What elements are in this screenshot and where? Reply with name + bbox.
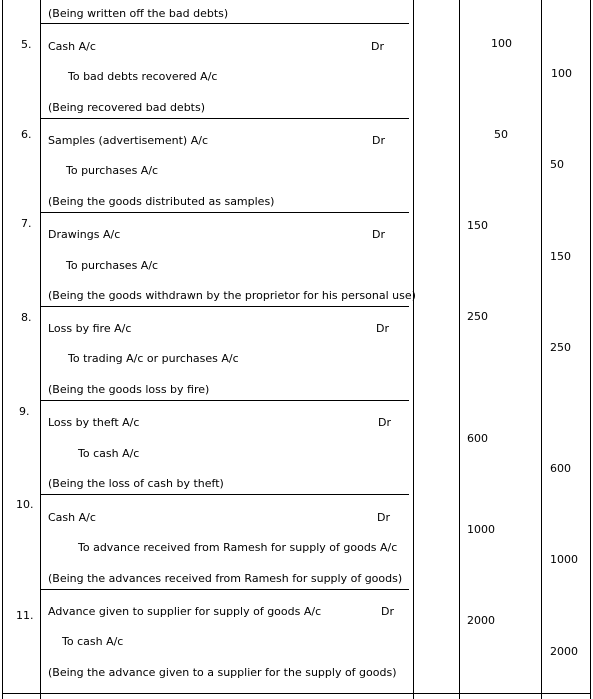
credit-amount: 2000 [550, 645, 578, 658]
narration-text: (Being the goods loss by fire) [48, 383, 210, 396]
credit-account: To purchases A/c [66, 164, 159, 177]
dr-marker: Dr [372, 134, 385, 147]
debit-amount: 1000 [467, 523, 495, 536]
entry-number: 8. [21, 311, 32, 324]
credit-amount: 250 [550, 341, 571, 354]
column-divider-lf [413, 0, 414, 699]
entry-separator [40, 306, 409, 307]
credit-account: To purchases A/c [66, 259, 159, 272]
narration-text: (Being written off the bad debts) [48, 7, 229, 20]
narration-text: (Being the goods distributed as samples) [48, 195, 275, 208]
entry-number: 7. [21, 217, 32, 230]
credit-amount: 150 [550, 250, 571, 263]
debit-amount: 600 [467, 432, 488, 445]
entry-number: 10. [16, 498, 34, 511]
debit-amount: 100 [491, 37, 512, 50]
entry-separator [40, 400, 409, 401]
credit-account: To cash A/c [78, 447, 140, 460]
dr-marker: Dr [371, 40, 384, 53]
dr-marker: Dr [381, 605, 394, 618]
debit-amount: 2000 [467, 614, 495, 627]
narration-text: (Being the advances received from Ramesh for supply of goods) [48, 572, 403, 585]
debit-account: Cash A/c [48, 511, 96, 524]
entry-separator [40, 589, 409, 590]
credit-amount: 100 [551, 67, 572, 80]
column-divider-debit [459, 0, 460, 699]
debit-account: Cash A/c [48, 40, 96, 53]
credit-amount: 600 [550, 462, 571, 475]
table-border-right [590, 0, 591, 699]
credit-account: To cash A/c [62, 635, 124, 648]
debit-amount: 50 [494, 128, 508, 141]
debit-account: Advance given to supplier for supply of goods A/c [48, 605, 322, 618]
debit-account: Samples (advertisement) A/c [48, 134, 208, 147]
credit-account: To trading A/c or purchases A/c [68, 352, 239, 365]
narration-text: (Being recovered bad debts) [48, 101, 206, 114]
debit-account: Loss by theft A/c [48, 416, 140, 429]
credit-amount: 50 [550, 158, 564, 171]
credit-amount: 1000 [550, 553, 578, 566]
entry-number: 6. [21, 128, 32, 141]
dr-marker: Dr [376, 322, 389, 335]
narration-text: (Being the loss of cash by theft) [48, 477, 224, 490]
table-border-left [2, 0, 3, 699]
credit-account: To bad debts recovered A/c [68, 70, 218, 83]
credit-account: To advance received from Ramesh for supply of goods A/c [78, 541, 398, 554]
entry-separator [40, 118, 409, 119]
narration-text: (Being the advance given to a supplier for the supply of goods) [48, 666, 397, 679]
table-border-bottom [2, 693, 591, 694]
dr-marker: Dr [378, 416, 391, 429]
dr-marker: Dr [377, 511, 390, 524]
debit-amount: 250 [467, 310, 488, 323]
entry-number: 9. [19, 405, 30, 418]
entry-number: 5. [21, 38, 32, 51]
narration-text: (Being the goods withdrawn by the proprietor for his personal use) [48, 289, 416, 302]
column-divider-particulars [40, 0, 41, 699]
entry-separator [40, 494, 409, 495]
entry-separator [40, 23, 409, 24]
dr-marker: Dr [372, 228, 385, 241]
debit-account: Drawings A/c [48, 228, 121, 241]
debit-amount: 150 [467, 219, 488, 232]
debit-account: Loss by fire A/c [48, 322, 132, 335]
entry-number: 11. [16, 609, 34, 622]
column-divider-credit [541, 0, 542, 699]
entry-separator [40, 212, 409, 213]
